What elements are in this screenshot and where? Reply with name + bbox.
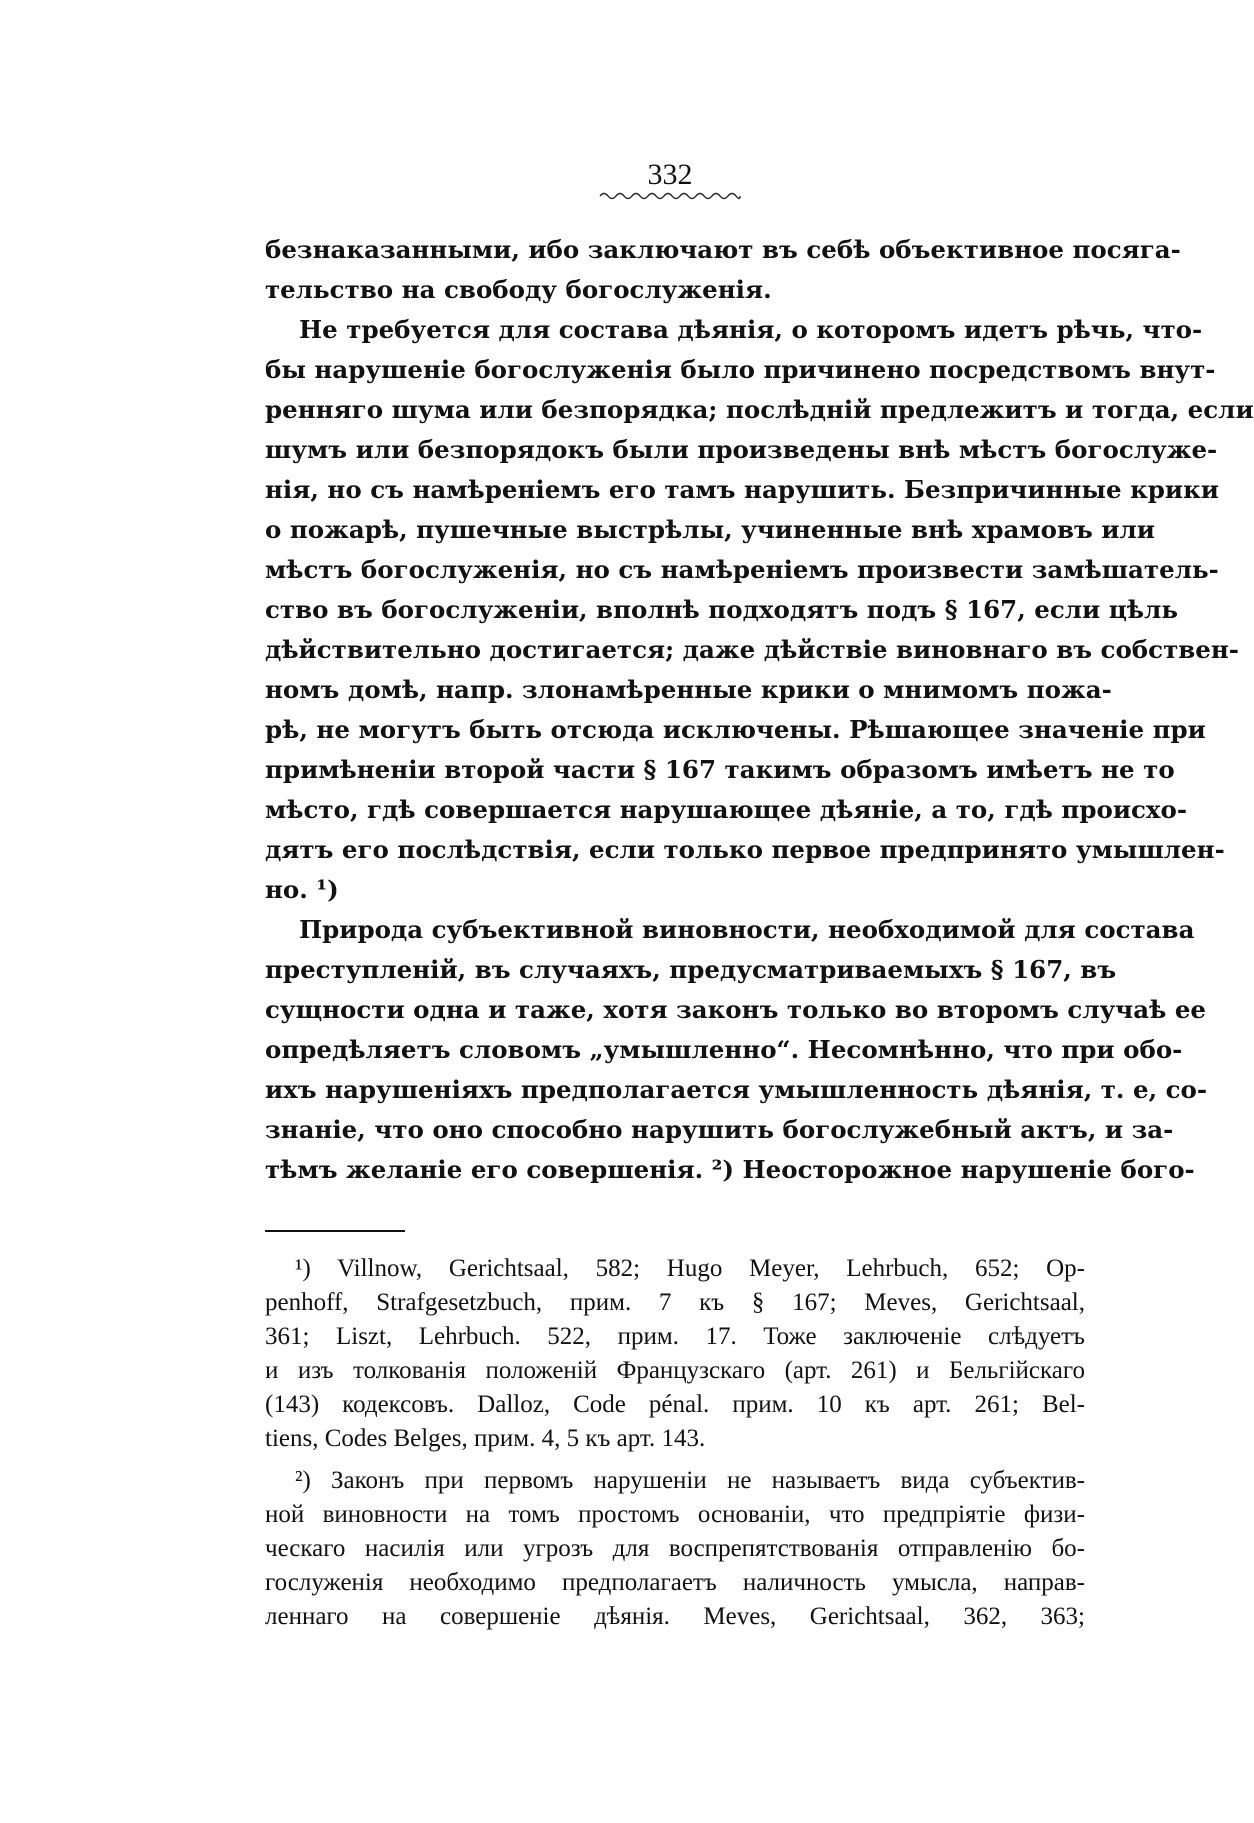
footnote-line: гослуженія необходимо предполагаетъ наличность умысла, направ- xyxy=(265,1569,1085,1596)
body-line: но. ¹) xyxy=(265,875,339,904)
body-line: нія, но съ намѣреніемъ его тамъ нарушить. Безпричинные крики xyxy=(265,475,1219,504)
page-number: 332 xyxy=(647,158,693,191)
body-line: о пожарѣ, пушечные выстрѣлы, учиненные внѣ храмовъ или xyxy=(265,515,1155,544)
body-line: дѣйствительно достигается; даже дѣйствіе виновнаго въ собствен- xyxy=(265,635,1239,664)
footnote-separator xyxy=(265,1230,405,1232)
page-number-ornament xyxy=(600,190,740,202)
footnotes xyxy=(265,1252,1085,1634)
body-line: опредѣляетъ словомъ „умышленно“. Несомнѣнно, что при обо- xyxy=(265,1035,1183,1064)
body-line: дятъ его послѣдствія, если только первое предпринято умышлен- xyxy=(265,835,1225,864)
body-line: шумъ или безпорядокъ были произведены внѣ мѣстъ богослуже- xyxy=(265,435,1218,464)
footnote-2 xyxy=(265,1464,1085,1634)
body-line: тельство на свободу богослуженія. xyxy=(265,275,772,304)
body-line: ство въ богослуженіи, вполнѣ подходятъ подъ § 167, если цѣль xyxy=(265,595,1178,624)
body-line: номъ домѣ, напр. злонамѣренные крики о мнимомъ пожа- xyxy=(265,675,1112,704)
body-line: мѣсто, гдѣ совершается нарушающее дѣяніе, а то, гдѣ происхо- xyxy=(265,795,1188,824)
footnote-line: (143) кодексовъ. Dalloz, Code pénal. прим. 10 къ арт. 261; Bel- xyxy=(265,1391,1085,1418)
body-line: ренняго шума или безпорядка; послѣдній предлежитъ и тогда, если xyxy=(265,395,1254,424)
footnote-line: 361; Liszt, Lehrbuch. 522, прим. 17. Тоже заключеніе слѣдуетъ xyxy=(265,1323,1085,1350)
footnote-line: ²) Законъ при первомъ нарушеніи не называетъ вида субъектив- xyxy=(295,1467,1085,1494)
footnote-line: и изъ толкованія положеній Французскаго (арт. 261) и Бельгійскаго xyxy=(265,1357,1085,1384)
footnote-line: леннаго на совершеніе дѣянія. Meves, Gerichtsaal, 362, 363; xyxy=(265,1603,1085,1630)
body-line: сущности одна и таже, хотя законъ только во второмъ случаѣ ее xyxy=(265,995,1207,1024)
body-line: Не требуется для состава дѣянія, о которомъ идетъ рѣчь, что- xyxy=(299,315,1203,344)
body-line: Природа субъективной виновности, необходимой для состава xyxy=(299,915,1195,944)
footnote-line: ной виновности на томъ простомъ основаніи, что предпріятіе физи- xyxy=(265,1501,1085,1528)
footnote-line: tiens, Codes Belges, прим. 4, 5 къ арт. 143. xyxy=(265,1425,706,1452)
body-line: бы нарушеніе богослуженія было причинено посредствомъ внут- xyxy=(265,355,1216,384)
body-line: преступленій, въ случаяхъ, предусматриваемыхъ § 167, въ xyxy=(265,955,1117,984)
body-line: рѣ, не могутъ быть отсюда исключены. Рѣшающее значеніе при xyxy=(265,715,1206,744)
body-line: безнаказанными, ибо заключают въ себѣ объективное посяга- xyxy=(265,235,1181,264)
body-line: тѣмъ желаніе его совершенія. ²) Неосторожное нарушеніе бого- xyxy=(265,1155,1195,1184)
main-text xyxy=(265,230,1254,1190)
footnote-line: penhoff, Strafgesetzbuch, прим. 7 къ § 167; Meves, Gerichtsaal, xyxy=(265,1289,1085,1316)
body-line: примѣненіи второй части § 167 такимъ образомъ имѣетъ не то xyxy=(265,755,1175,784)
footnote-line: ческаго насилія или угрозъ для воспрепятствованія отправленію бо- xyxy=(265,1535,1085,1562)
footnote-line: ¹) Villnow, Gerichtsaal, 582; Hugo Meyer, Lehrbuch, 652; Op- xyxy=(295,1255,1085,1282)
body-line: знаніе, что оно способно нарушить богослужебный актъ, и за- xyxy=(265,1115,1174,1144)
footnote-1 xyxy=(265,1252,1085,1456)
body-line: мѣстъ богослуженія, но съ намѣреніемъ произвести замѣшатель- xyxy=(265,555,1219,584)
body-line: ихъ нарушеніяхъ предполагается умышленность дѣянія, т. е, со- xyxy=(265,1075,1208,1104)
